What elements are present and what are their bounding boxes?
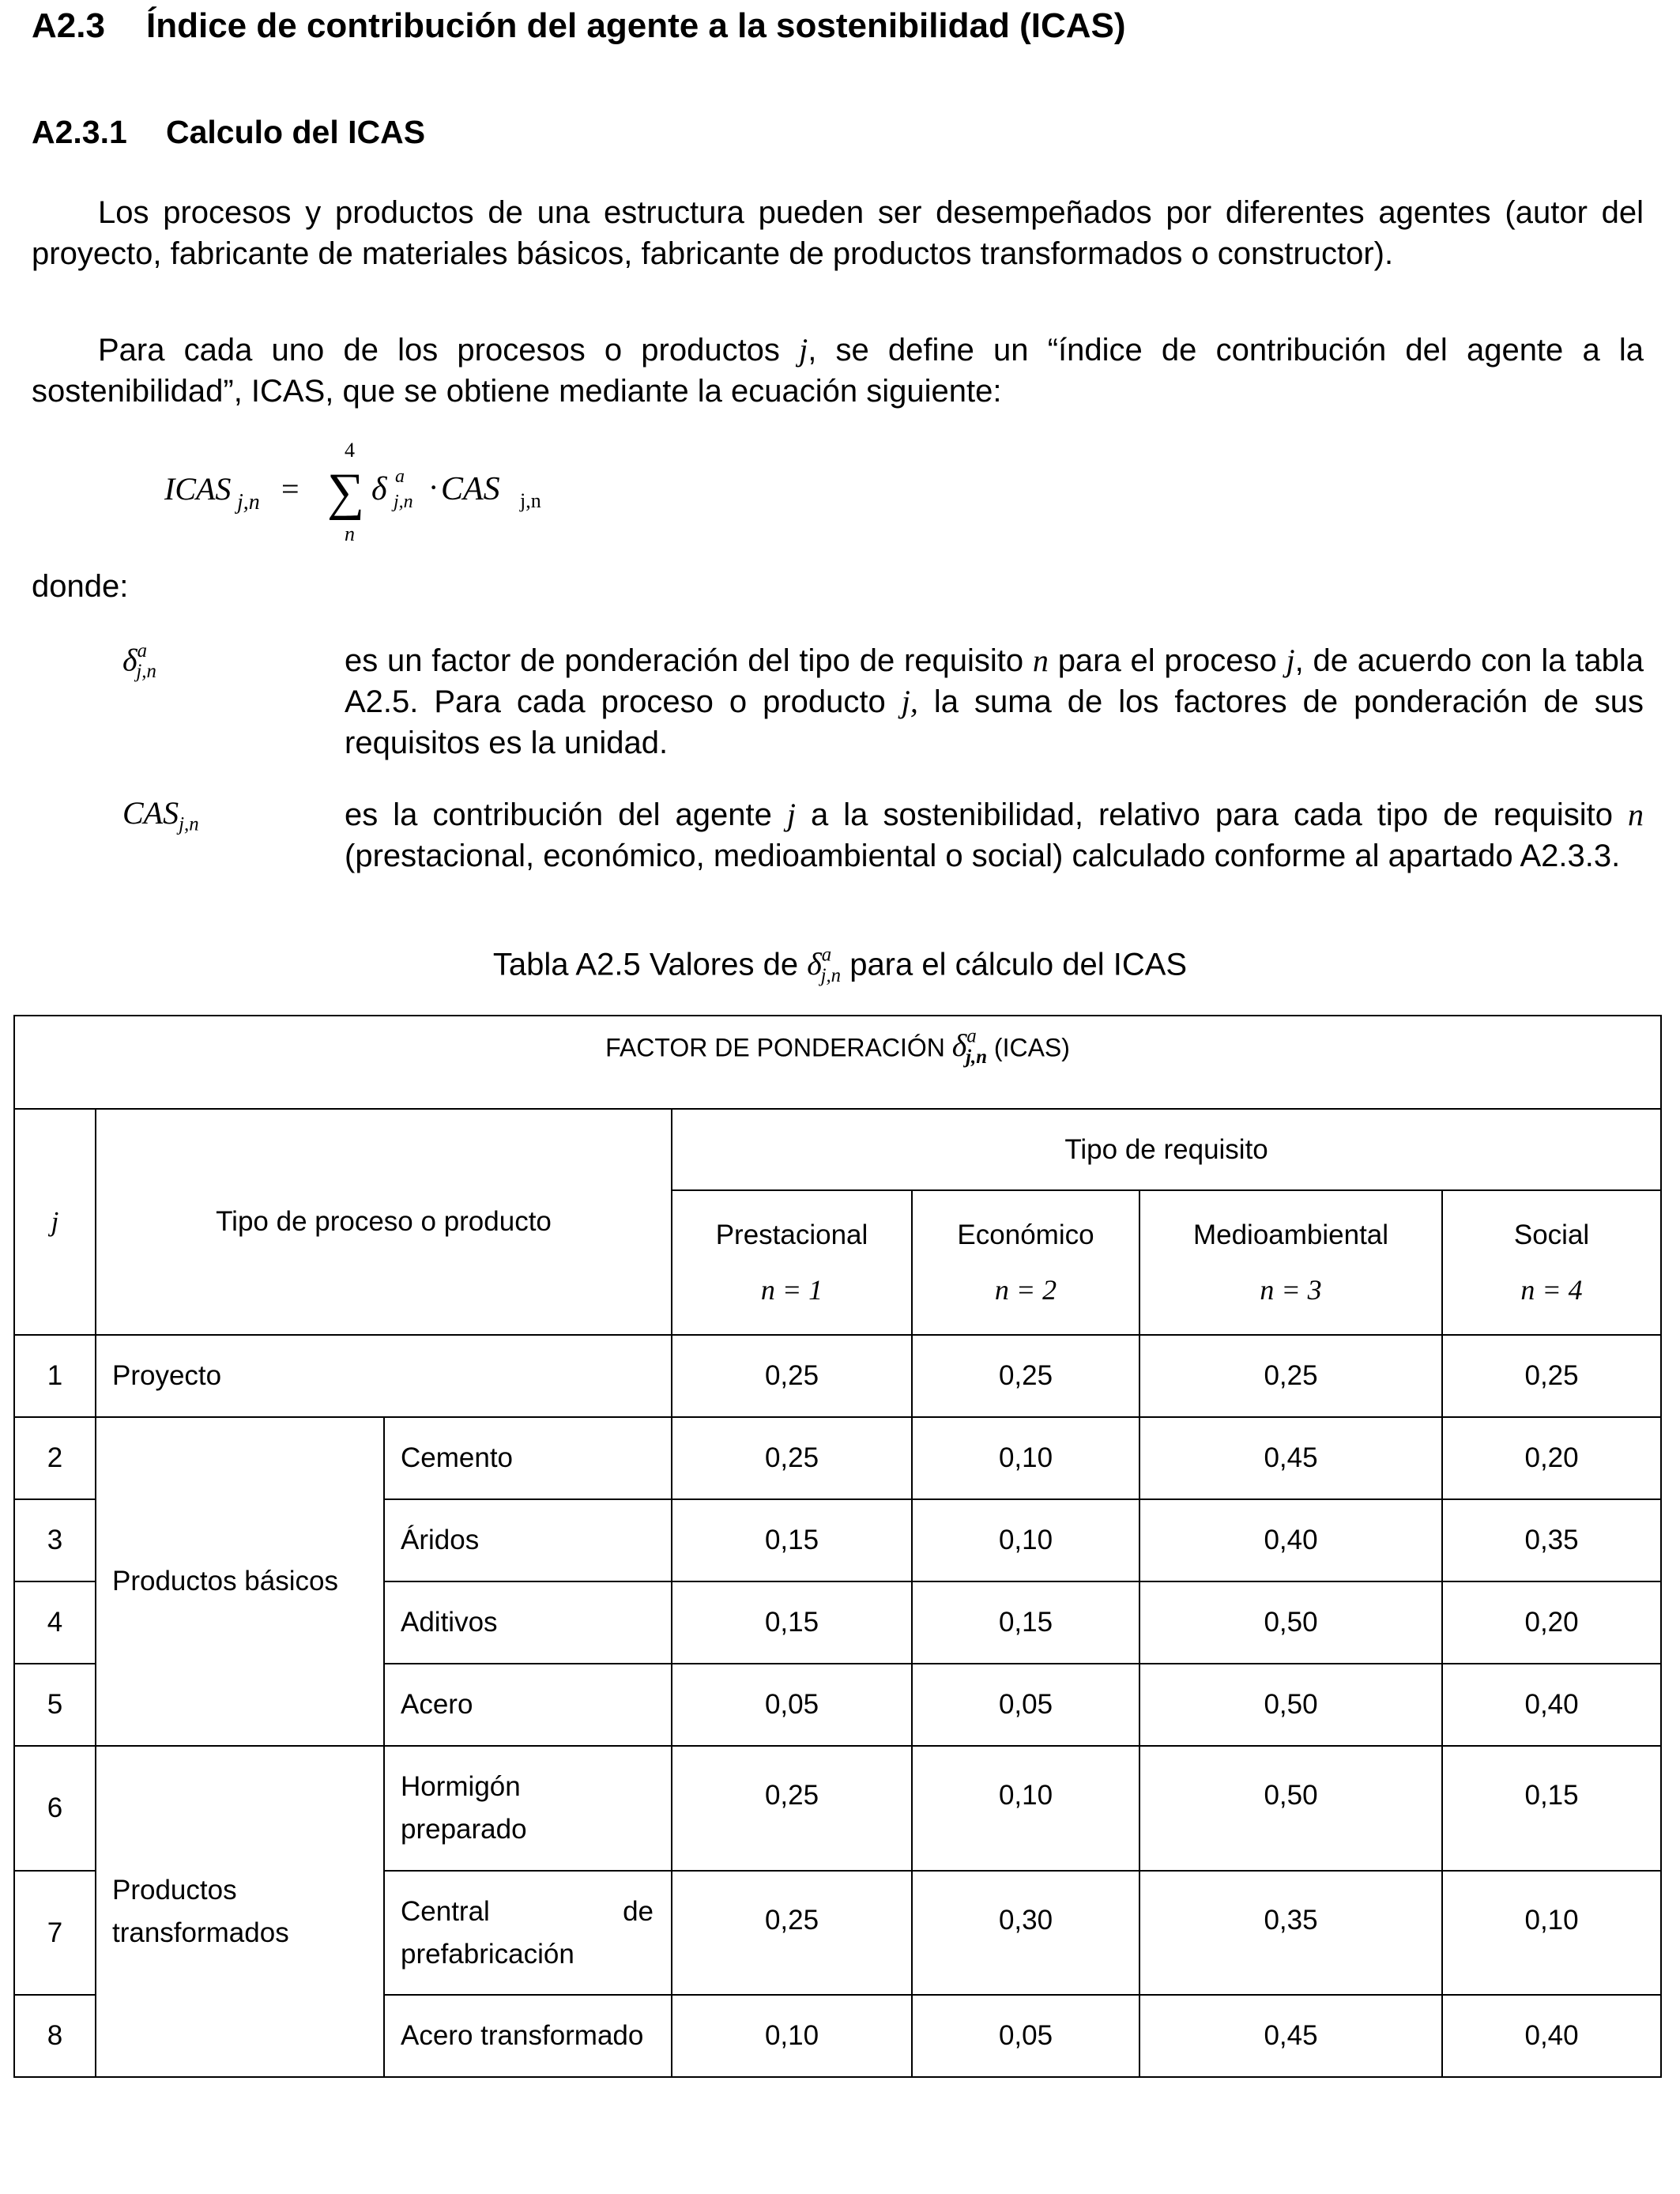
group-transformados-line2: transformados [112,1917,289,1948]
row-name-line2: preparado [401,1814,527,1845]
row-name-line2: prefabricación [401,1938,574,1970]
eq-cas-sub: j,n [520,489,541,512]
def1-t3: , de acuerdo con la tabla A2.5. Para cada proceso o producto [345,643,1644,719]
caption-text-b: para el cálculo del ICAS [841,947,1188,982]
row-name-line1 [401,1891,671,1933]
eq-lhs-sub: j,n [237,490,260,515]
row-value-social: 0,20 [1442,1417,1661,1499]
row-value-social: 0,40 [1442,1995,1661,2077]
table-title-suffix: (ICAS) [987,1033,1070,1062]
row-name-line1: Hormigón [401,1771,521,1802]
col-header-prestacional [672,1190,912,1335]
paragraph-icas-definition [32,330,1644,412]
row-j: 6 [14,1746,96,1871]
caption-text-a: Tabla A2.5 Valores de [492,947,808,982]
def-symbol-delta: $\delta^a_{j,n}$ [122,640,156,683]
col-header-process: Tipo de proceso o producto [96,1109,672,1335]
equation-graphic [164,435,575,553]
req-label-4: Social [1513,1219,1590,1250]
row-value-economico: 0,10 [912,1746,1139,1871]
eq-delta: δ [371,471,387,507]
req-n-4: n = 4 [1520,1273,1583,1306]
row-name: Acero [384,1664,672,1746]
caption-delta-sup: a [821,944,832,966]
row-value-economico: 0,25 [912,1335,1139,1417]
table-caption [0,944,1680,987]
def2-var-n: n [1628,797,1644,832]
row-value-medioambiental: 0,35 [1139,1871,1442,1995]
def-text-delta [345,640,1644,763]
row-name: Áridos [384,1499,672,1581]
row-value-economico: 0,10 [912,1499,1139,1581]
p2-text-b: , se define un “índice de contribución del agente a la sostenibilidad”, ICAS, que se obtiene mediante la ecuación siguiente: [32,333,1644,409]
row-value-social: 0,10 [1442,1871,1661,1995]
def-symbol-cas [122,794,199,836]
row-value-prestacional: 0,15 [672,1499,912,1581]
def-cas: CAS [122,795,179,831]
row-value-prestacional: 0,25 [672,1871,912,1995]
eq-sum-sign: ∑ [327,463,365,521]
def2-t2: a la sostenibilidad, relativo para cada tipo de requisito [796,797,1628,832]
row-value-prestacional: 0,05 [672,1664,912,1746]
req-label-1: Prestacional [715,1219,868,1250]
table-row [14,1417,1661,1499]
eq-sum-upper: 4 [345,439,355,462]
eq-cas: CAS [441,471,500,507]
p2-text-a: Para cada uno de los procesos o productos [98,333,800,368]
row-name [384,1746,672,1871]
p2-var-j: j [799,332,808,368]
row-name-word2: de [623,1895,654,1927]
row-value-medioambiental: 0,50 [1139,1664,1442,1746]
table-title-cell [14,1016,1661,1109]
row-j: 3 [14,1499,96,1581]
table-title-delta-sub: j,n [966,1046,988,1069]
weighting-factor-table [13,1015,1662,2078]
row-value-prestacional: 0,25 [672,1417,912,1499]
def2-t1: es la contribución del agente [345,797,787,832]
group-productos-transformados [96,1746,384,2077]
caption-delta: $\delta^a_{j,n}$ [807,944,842,987]
row-value-medioambiental: 0,40 [1139,1499,1442,1581]
req-n-2: n = 2 [994,1273,1057,1306]
row-value-prestacional: 0,25 [672,1335,912,1417]
section-heading [32,6,1126,46]
row-name: Proyecto [96,1335,672,1417]
def1-var-n: n [1032,643,1049,678]
eq-delta-sup: a [395,466,405,487]
col-header-j: j [14,1109,96,1335]
def-delta-sup: a [137,640,147,662]
row-j: 5 [14,1664,96,1746]
row-value-medioambiental: 0,45 [1139,1995,1442,2077]
row-value-medioambiental: 0,50 [1139,1746,1442,1871]
def1-t2: para el proceso [1048,643,1286,678]
row-value-social: 0,15 [1442,1746,1661,1871]
row-name [384,1871,672,1995]
section-number: A2.3 [32,6,105,45]
def-cas-sub: j,n [179,813,199,835]
eq-delta-sub: j,n [394,492,413,512]
row-value-economico: 0,15 [912,1581,1139,1664]
row-value-prestacional: 0,15 [672,1581,912,1664]
row-name: Aditivos [384,1581,672,1664]
row-value-economico: 0,05 [912,1995,1139,2077]
row-name-word1: Central [401,1895,490,1927]
row-value-medioambiental: 0,25 [1139,1335,1442,1417]
row-value-economico: 0,05 [912,1664,1139,1746]
group-productos-basicos: Productos básicos [96,1417,384,1746]
row-j: 1 [14,1335,96,1417]
eq-dot: · [428,469,439,505]
col-header-social [1442,1190,1661,1335]
row-name: Cemento [384,1417,672,1499]
row-value-prestacional: 0,25 [672,1746,912,1871]
eq-sum-lower: n [345,522,355,545]
row-j: 2 [14,1417,96,1499]
req-n-1: n = 1 [760,1273,823,1306]
row-value-economico: 0,30 [912,1871,1139,1995]
row-value-social: 0,20 [1442,1581,1661,1664]
row-value-social: 0,40 [1442,1664,1661,1746]
col-header-economico [912,1190,1139,1335]
def1-t4: la suma de los factores de ponderación de sus requisitos es la unidad. [345,684,1644,760]
row-value-social: 0,25 [1442,1335,1661,1417]
def2-t3: (prestacional, económico, medioambiental o social) calculado conforme al apartado A2.3.3. [345,839,1621,873]
caption-delta-sub: j,n [820,965,842,987]
col-header-requisito: Tipo de requisito [672,1109,1661,1190]
group-transformados-line1: Productos [112,1874,237,1906]
row-value-medioambiental: 0,45 [1139,1417,1442,1499]
req-n-3: n = 3 [1260,1273,1322,1306]
row-j: 4 [14,1581,96,1664]
paragraph-agents: Los procesos y productos de una estructura pueden ser desempeñados por diferentes agentes (autor del proyecto, fabricante de materiales básicos, fabricante de productos transformados o constructor). [32,195,1644,271]
table-title-delta: $\delta^a_{j,n}$ [951,1026,988,1069]
def1-var-j: j [1286,643,1295,678]
table-row [14,1335,1661,1417]
subsection-title: Calculo del ICAS [166,114,426,150]
row-value-economico: 0,10 [912,1417,1139,1499]
table-title-text: FACTOR DE PONDERACIÓN [605,1033,952,1062]
def1-var-j2: j, [901,684,918,719]
icas-equation [164,435,575,553]
row-value-medioambiental: 0,50 [1139,1581,1442,1664]
def-delta-sub: j,n [136,661,156,683]
section-title: Índice de contribución del agente a la sostenibilidad (ICAS) [146,6,1126,45]
donde-label: donde: [32,569,129,604]
eq-equals: = [281,471,299,507]
row-value-social: 0,35 [1442,1499,1661,1581]
req-label-3: Medioambiental [1192,1219,1389,1250]
req-label-2: Económico [957,1219,1094,1250]
subsection-heading [32,114,425,151]
row-value-prestacional: 0,10 [672,1995,912,2077]
row-j: 8 [14,1995,96,2077]
def-text-cas [345,794,1644,876]
table-title-delta-sup: a [966,1026,977,1047]
table-row [14,1746,1661,1871]
row-j: 7 [14,1871,96,1995]
def1-t1: es un factor de ponderación del tipo de requisito [345,643,1033,678]
def2-var-j: j [786,797,797,832]
col-header-medioambiental [1139,1190,1442,1335]
row-name: Acero transformado [384,1995,672,2077]
eq-lhs: ICAS [164,471,232,507]
subsection-number: A2.3.1 [32,114,127,150]
